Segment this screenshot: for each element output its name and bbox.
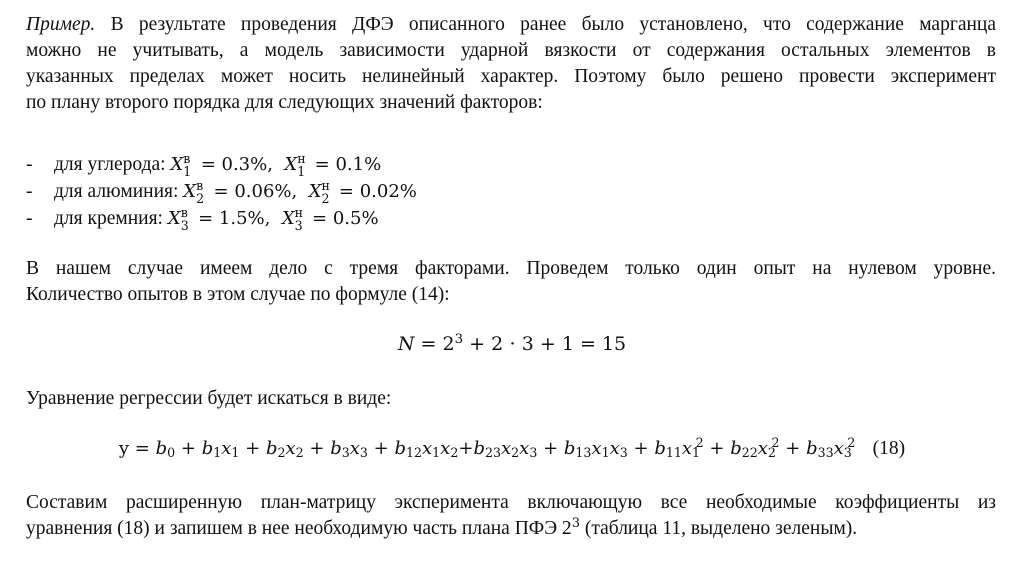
factor-lower-level: X н 2 = 0.02%: [308, 178, 417, 206]
list-dash: -: [26, 154, 33, 175]
case-line-2: Количество опытов в этом случае по формуле (14):: [26, 284, 450, 305]
regression-equation: $y = b_0 + b_1x_1 + b_2x_2 + b_3x_3 + b_{12}x_1x_2+b_{23}x_2x_3 + b_{13}x_1x_3 + b_{11}x_1^2 + b_{22}x_2^2 + b_{33}x_3^2$ (18): [118, 435, 906, 461]
regression-intro-text: Уравнение регрессии будет искаться в виде:: [26, 388, 392, 409]
intro-line-4: по плану второго порядка для следующих значений факторов:: [26, 92, 543, 113]
factor-item: - для алюминия: X в 2 = 0.06%, X н 2 = 0.02%: [26, 178, 417, 206]
case-line-1: В нашем случае имеем дело с тремя факторами. Проведем только один опыт на нулевом уровне.: [26, 258, 996, 279]
intro-paragraph: [26, 12, 996, 116]
list-dash: -: [26, 181, 33, 202]
factor-upper-level: X в 2 = 0.06%: [183, 178, 292, 206]
formula-n: $N = 2^3 + 2 \cdot 3 + 1 = 15$: [397, 331, 627, 355]
conclusion-line-2: [26, 516, 996, 542]
conclusion-line-1: Составим расширенную план-матрицу эксперимента включающую все необходимые коэффициенты из: [26, 492, 996, 513]
intro-line-2: можно не учитывать, а модель зависимости ударной вязкости от содержания остальных элементов в: [26, 40, 996, 61]
factor-upper-level: X в 3 = 1.5%: [167, 205, 265, 233]
factor-lower-level: X н 1 = 0.1%: [284, 151, 382, 179]
conclusion-paragraph: [26, 490, 996, 542]
factor-item: - для углерода: X в 1 = 0.3%, X н 1 = 0.1%: [26, 151, 382, 179]
intro-line-1: [26, 12, 996, 38]
regression-intro: [26, 386, 996, 412]
equation-number: (18): [872, 438, 906, 459]
factor-lower-level: X н 3 = 0.5%: [281, 205, 379, 233]
factor-item: - для кремния: X в 3 = 1.5%, X н 3 = 0.5%: [26, 205, 379, 233]
example-label: Пример.: [26, 14, 96, 35]
factor-name: для кремния:: [54, 208, 168, 229]
list-dash: -: [26, 208, 33, 229]
pfe-exponent: 3: [571, 515, 580, 531]
intro-line-3: указанных пределах может носить нелинейный характер. Поэтому было решено провести эксперимент: [26, 66, 996, 87]
factor-upper-level: X в 1 = 0.3%: [170, 151, 268, 179]
case-paragraph: [26, 256, 996, 308]
conclusion-line-2-text: уравнения (18) и запишем в нее необходимую часть плана ПФЭ 2: [26, 518, 572, 539]
factor-name: для алюминия:: [54, 181, 184, 202]
conclusion-line-2-tail: (таблица 11, выделено зеленым).: [579, 518, 858, 539]
intro-line-1-text: В результате проведения ДФЭ описанного ранее было установлено, что содержание марганца: [110, 14, 996, 35]
factor-name: для углерода:: [54, 154, 171, 175]
